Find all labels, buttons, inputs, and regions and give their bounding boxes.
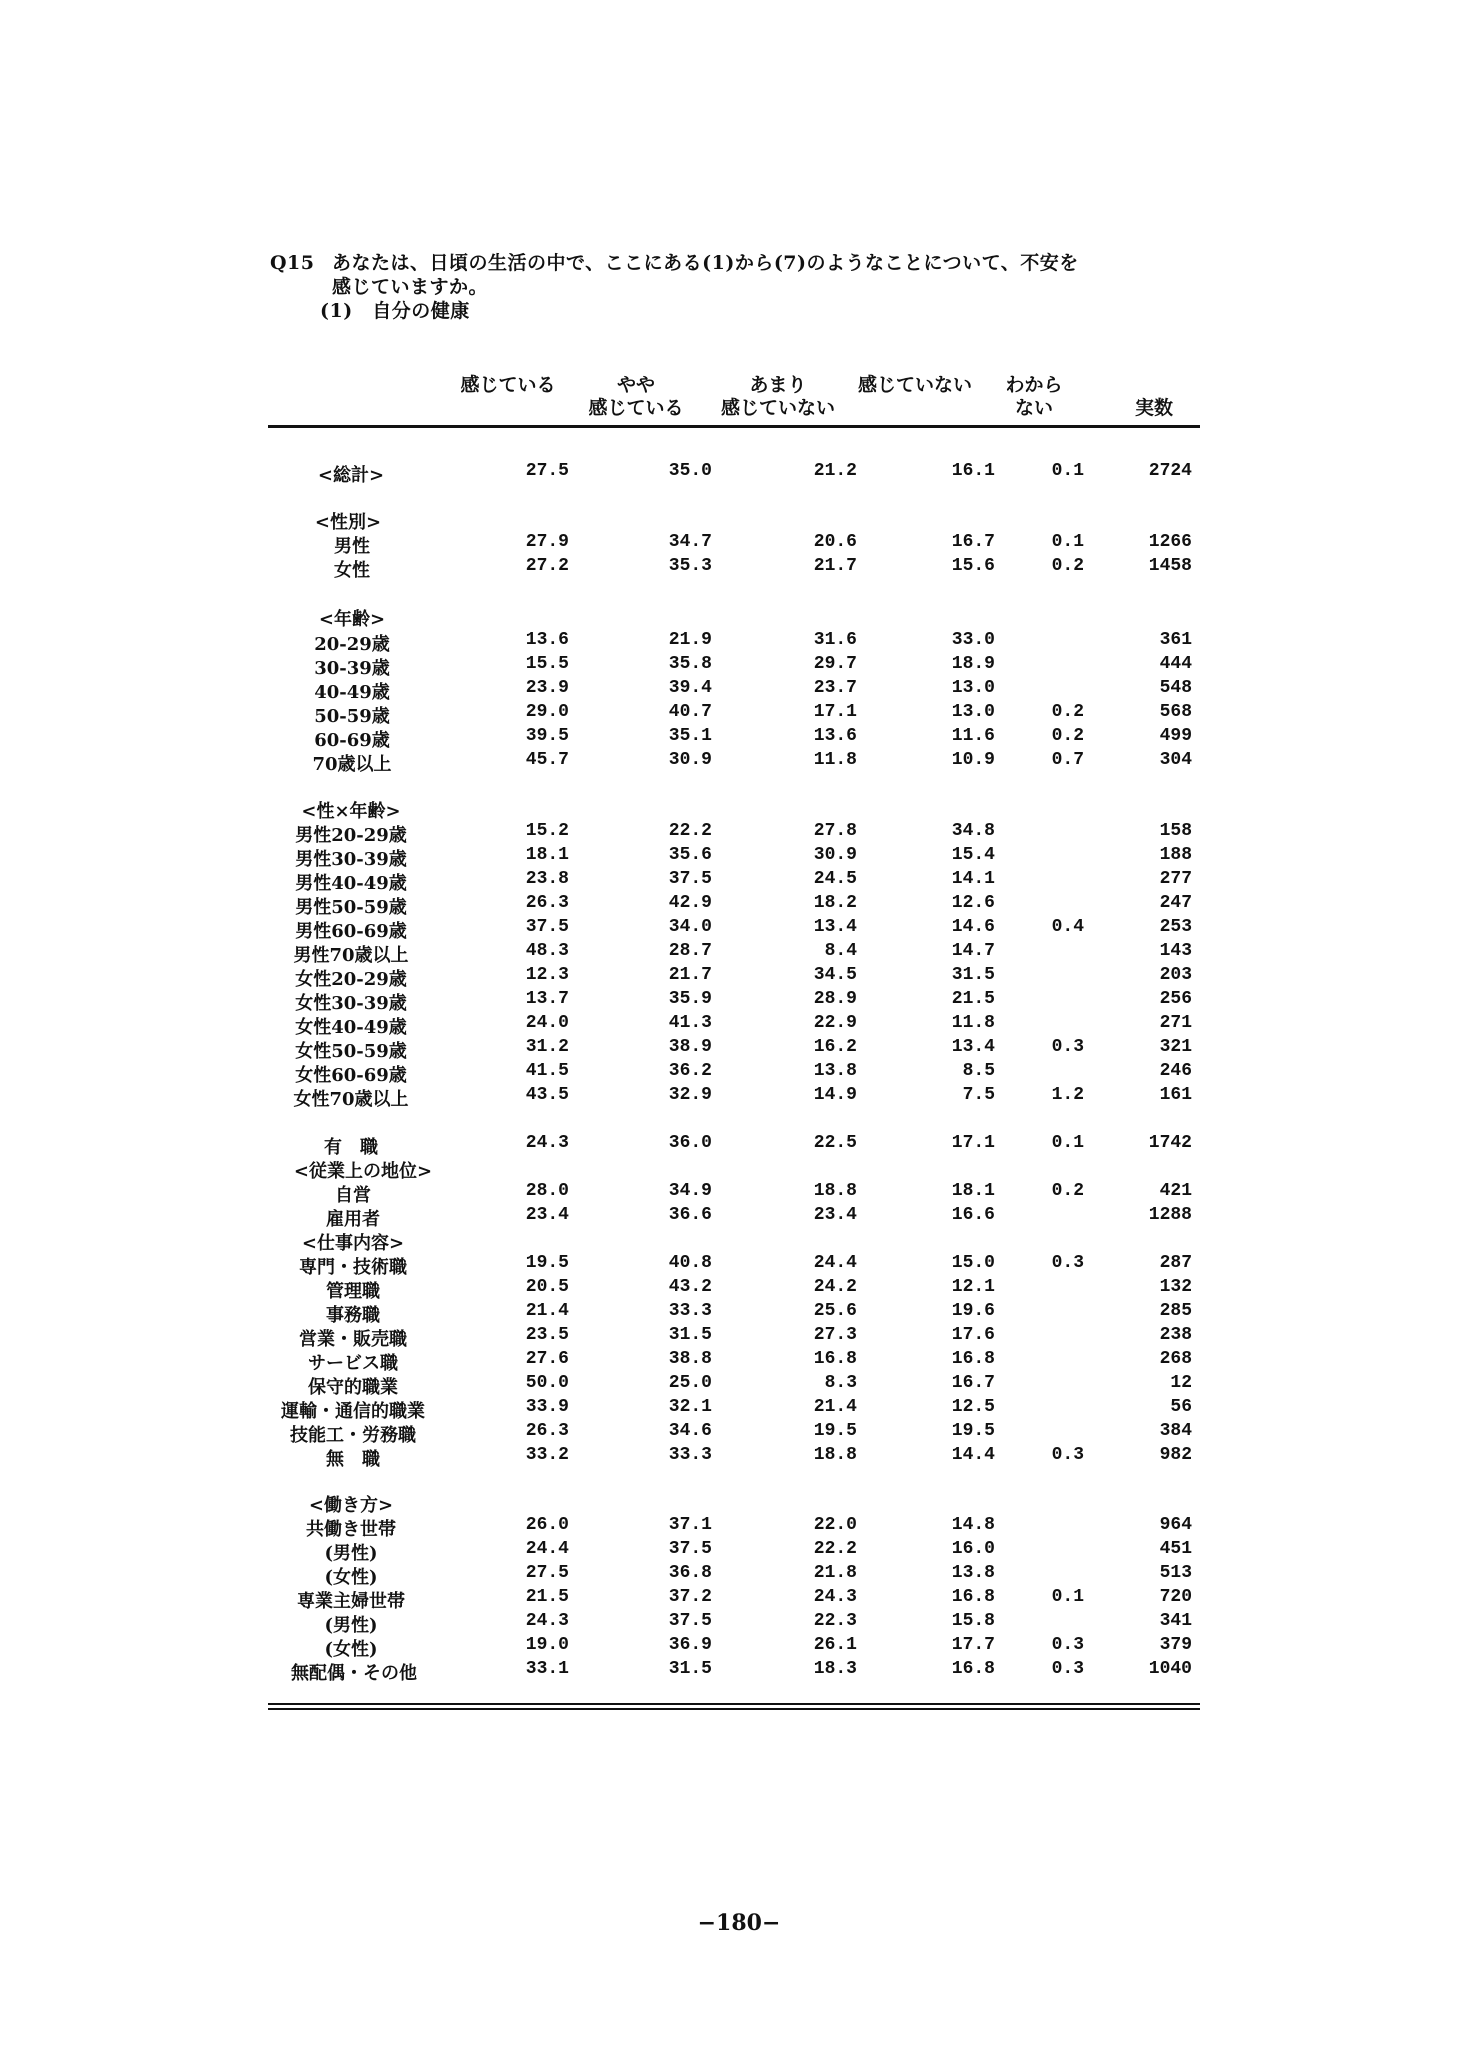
header-somewhat-a: やや: [616, 374, 656, 396]
cell-col1: 26.0: [525, 1515, 569, 1535]
cell-col4: 16.8: [951, 1349, 995, 1369]
cell-col3: 29.7: [813, 654, 857, 674]
row-label: (男性): [324, 1543, 378, 1564]
cell-col6: 548: [1159, 678, 1192, 698]
cell-col2: 42.9: [668, 893, 712, 913]
cell-col4: 34.8: [951, 821, 995, 841]
cell-col1: 21.5: [525, 1587, 569, 1607]
cell-col5: 0.1: [1051, 461, 1084, 481]
cell-col6: 238: [1159, 1325, 1192, 1345]
header-not-much-b: 感じていない: [720, 397, 836, 419]
cell-col3: 18.3: [813, 1659, 857, 1679]
cell-col6: 287: [1159, 1253, 1192, 1273]
header-not-much-a: あまり: [749, 374, 807, 396]
header-count: 実数: [1134, 397, 1174, 419]
cell-col6: 513: [1159, 1563, 1192, 1583]
cell-col3: 17.1: [813, 702, 857, 722]
cell-col6: 964: [1159, 1515, 1192, 1535]
cell-col1: 27.5: [525, 1563, 569, 1583]
cell-col2: 33.3: [668, 1445, 712, 1465]
cell-col2: 37.5: [668, 1611, 712, 1631]
cell-col4: 16.0: [951, 1539, 995, 1559]
row-label: (女性): [324, 1567, 378, 1588]
cell-col5: 0.4: [1051, 917, 1084, 937]
cell-col4: 13.8: [951, 1563, 995, 1583]
cell-col1: 26.3: [525, 1421, 569, 1441]
cell-col1: 20.5: [525, 1277, 569, 1297]
cell-col3: 26.1: [813, 1635, 857, 1655]
row-label: <働き方>: [308, 1495, 394, 1516]
cell-col2: 33.3: [668, 1301, 712, 1321]
cell-col4: 13.4: [951, 1037, 995, 1057]
row-label: 30-39歳: [314, 658, 390, 679]
row-label: 専門・技術職: [299, 1257, 407, 1278]
cell-col3: 27.8: [813, 821, 857, 841]
cell-col1: 24.3: [525, 1133, 569, 1153]
cell-col4: 17.1: [951, 1133, 995, 1153]
cell-col4: 7.5: [962, 1085, 995, 1105]
cell-col4: 18.9: [951, 654, 995, 674]
cell-col2: 21.7: [668, 965, 712, 985]
cell-col4: 16.6: [951, 1205, 995, 1225]
cell-col2: 34.9: [668, 1181, 712, 1201]
cell-col4: 19.5: [951, 1421, 995, 1441]
cell-col3: 28.9: [813, 989, 857, 1009]
cell-col6: 1742: [1148, 1133, 1192, 1153]
cell-col1: 48.3: [525, 941, 569, 961]
cell-col6: 1040: [1148, 1659, 1192, 1679]
cell-col5: 0.3: [1051, 1659, 1084, 1679]
row-label: 技能工・労務職: [290, 1425, 416, 1446]
row-label: 女性30-39歳: [295, 993, 407, 1014]
cell-col6: 1288: [1148, 1205, 1192, 1225]
cell-col4: 12.5: [951, 1397, 995, 1417]
cell-col6: 444: [1159, 654, 1192, 674]
row-label: 女性50-59歳: [295, 1041, 407, 1062]
header-rule: [268, 425, 1200, 428]
row-label: <年齢>: [318, 609, 386, 630]
cell-col3: 22.9: [813, 1013, 857, 1033]
cell-col6: 982: [1159, 1445, 1192, 1465]
cell-col4: 11.6: [951, 726, 995, 746]
cell-col6: 246: [1159, 1061, 1192, 1081]
cell-col6: 161: [1159, 1085, 1192, 1105]
cell-col6: 568: [1159, 702, 1192, 722]
cell-col4: 16.8: [951, 1587, 995, 1607]
row-label: 女性60-69歳: [295, 1065, 407, 1086]
row-label: 事務職: [326, 1305, 380, 1326]
cell-col3: 22.3: [813, 1611, 857, 1631]
cell-col6: 143: [1159, 941, 1192, 961]
cell-col6: 268: [1159, 1349, 1192, 1369]
cell-col5: 0.3: [1051, 1635, 1084, 1655]
cell-col4: 18.1: [951, 1181, 995, 1201]
cell-col6: 203: [1159, 965, 1192, 985]
row-label: 50-59歳: [314, 706, 390, 727]
cell-col6: 56: [1170, 1397, 1192, 1417]
cell-col2: 37.5: [668, 1539, 712, 1559]
cell-col4: 21.5: [951, 989, 995, 1009]
row-label: 男性40-49歳: [295, 873, 407, 894]
cell-col4: 10.9: [951, 750, 995, 770]
cell-col4: 17.7: [951, 1635, 995, 1655]
cell-col4: 15.8: [951, 1611, 995, 1631]
cell-col6: 304: [1159, 750, 1192, 770]
cell-col1: 33.1: [525, 1659, 569, 1679]
row-label: 男性50-59歳: [295, 897, 407, 918]
cell-col1: 43.5: [525, 1085, 569, 1105]
cell-col4: 11.8: [951, 1013, 995, 1033]
cell-col3: 13.8: [813, 1061, 857, 1081]
cell-col6: 271: [1159, 1013, 1192, 1033]
row-label: (女性): [324, 1639, 378, 1660]
cell-col3: 18.8: [813, 1445, 857, 1465]
cell-col2: 37.1: [668, 1515, 712, 1535]
cell-col6: 361: [1159, 630, 1192, 650]
cell-col1: 19.0: [525, 1635, 569, 1655]
row-label: 共働き世帯: [306, 1519, 396, 1540]
row-label: 女性: [334, 560, 370, 581]
cell-col2: 31.5: [668, 1325, 712, 1345]
cell-col5: 0.7: [1051, 750, 1084, 770]
cell-col2: 22.2: [668, 821, 712, 841]
page-number: −180−: [697, 1910, 781, 1936]
sub-question-label: 自分の健康: [372, 300, 470, 322]
cell-col2: 37.5: [668, 869, 712, 889]
cell-col6: 247: [1159, 893, 1192, 913]
row-label: 自営: [335, 1185, 371, 1206]
cell-col3: 24.4: [813, 1253, 857, 1273]
sub-question: [320, 299, 470, 323]
cell-col2: 35.9: [668, 989, 712, 1009]
cell-col5: 0.2: [1051, 1181, 1084, 1201]
cell-col6: 1266: [1148, 532, 1192, 552]
cell-col5: 0.2: [1051, 556, 1084, 576]
cell-col4: 16.7: [951, 1373, 995, 1393]
cell-col3: 8.3: [824, 1373, 857, 1393]
cell-col6: 451: [1159, 1539, 1192, 1559]
cell-col2: 32.9: [668, 1085, 712, 1105]
cell-col3: 13.6: [813, 726, 857, 746]
cell-col1: 45.7: [525, 750, 569, 770]
cell-col2: 32.1: [668, 1397, 712, 1417]
cell-col2: 43.2: [668, 1277, 712, 1297]
row-label: 女性40-49歳: [295, 1017, 407, 1038]
row-label: <性×年齢>: [301, 801, 401, 822]
row-label: 女性20-29歳: [295, 969, 407, 990]
cell-col4: 13.0: [951, 702, 995, 722]
cell-col4: 12.6: [951, 893, 995, 913]
cell-col2: 41.3: [668, 1013, 712, 1033]
cell-col6: 379: [1159, 1635, 1192, 1655]
header-feel: 感じている: [460, 374, 556, 396]
row-label: 営業・販売職: [299, 1329, 407, 1350]
cell-col5: 0.2: [1051, 702, 1084, 722]
row-label: 70歳以上: [312, 754, 392, 775]
cell-col6: 321: [1159, 1037, 1192, 1057]
cell-col6: 2724: [1148, 461, 1192, 481]
cell-col3: 8.4: [824, 941, 857, 961]
cell-col1: 39.5: [525, 726, 569, 746]
cell-col2: 34.6: [668, 1421, 712, 1441]
row-label: <仕事内容>: [301, 1233, 405, 1254]
cell-col5: 0.1: [1051, 1133, 1084, 1153]
row-label: 無 職: [326, 1449, 380, 1470]
cell-col3: 16.8: [813, 1349, 857, 1369]
cell-col5: 0.1: [1051, 1587, 1084, 1607]
cell-col6: 720: [1159, 1587, 1192, 1607]
sub-question-number: (1): [320, 300, 353, 322]
cell-col3: 22.0: [813, 1515, 857, 1535]
row-label: 運輸・通信的職業: [281, 1401, 425, 1422]
cell-col2: 36.2: [668, 1061, 712, 1081]
cell-col2: 35.3: [668, 556, 712, 576]
cell-col6: 188: [1159, 845, 1192, 865]
cell-col6: 499: [1159, 726, 1192, 746]
cell-col1: 13.7: [525, 989, 569, 1009]
cell-col2: 36.8: [668, 1563, 712, 1583]
cell-col2: 31.5: [668, 1659, 712, 1679]
cell-col4: 12.1: [951, 1277, 995, 1297]
cell-col4: 14.7: [951, 941, 995, 961]
cell-col1: 13.6: [525, 630, 569, 650]
row-label: 40-49歳: [314, 682, 390, 703]
cell-col1: 33.9: [525, 1397, 569, 1417]
row-label: 60-69歳: [314, 730, 390, 751]
cell-col2: 40.7: [668, 702, 712, 722]
cell-col6: 285: [1159, 1301, 1192, 1321]
cell-col2: 35.8: [668, 654, 712, 674]
cell-col2: 30.9: [668, 750, 712, 770]
cell-col6: 253: [1159, 917, 1192, 937]
cell-col2: 34.7: [668, 532, 712, 552]
cell-col3: 21.8: [813, 1563, 857, 1583]
cell-col3: 30.9: [813, 845, 857, 865]
cell-col5: 0.3: [1051, 1445, 1084, 1465]
cell-col4: 19.6: [951, 1301, 995, 1321]
cell-col1: 24.4: [525, 1539, 569, 1559]
cell-col1: 15.2: [525, 821, 569, 841]
row-label: 女性70歳以上: [293, 1089, 409, 1110]
cell-col3: 24.5: [813, 869, 857, 889]
cell-col2: 39.4: [668, 678, 712, 698]
cell-col1: 29.0: [525, 702, 569, 722]
cell-col2: 28.7: [668, 941, 712, 961]
cell-col3: 18.8: [813, 1181, 857, 1201]
row-label: <総計>: [317, 465, 385, 486]
row-label: <性別>: [314, 512, 382, 533]
cell-col5: 0.3: [1051, 1253, 1084, 1273]
cell-col1: 15.5: [525, 654, 569, 674]
cell-col3: 27.3: [813, 1325, 857, 1345]
question-number: Q15: [270, 252, 315, 274]
cell-col1: 12.3: [525, 965, 569, 985]
cell-col3: 13.4: [813, 917, 857, 937]
cell-col3: 21.2: [813, 461, 857, 481]
cell-col3: 21.7: [813, 556, 857, 576]
cell-col1: 50.0: [525, 1373, 569, 1393]
cell-col4: 16.7: [951, 532, 995, 552]
cell-col3: 22.2: [813, 1539, 857, 1559]
cell-col4: 31.5: [951, 965, 995, 985]
cell-col6: 256: [1159, 989, 1192, 1009]
cell-col3: 31.6: [813, 630, 857, 650]
cell-col5: 0.1: [1051, 532, 1084, 552]
cell-col6: 341: [1159, 1611, 1192, 1631]
row-label: 管理職: [326, 1281, 380, 1302]
cell-col4: 8.5: [962, 1061, 995, 1081]
cell-col2: 34.0: [668, 917, 712, 937]
row-label: 男性60-69歳: [295, 921, 407, 942]
cell-col4: 15.6: [951, 556, 995, 576]
cell-col4: 14.6: [951, 917, 995, 937]
cell-col2: 38.8: [668, 1349, 712, 1369]
row-label: 専業主婦世帯: [297, 1591, 405, 1612]
cell-col2: 36.9: [668, 1635, 712, 1655]
cell-col4: 14.4: [951, 1445, 995, 1465]
cell-col2: 35.0: [668, 461, 712, 481]
cell-col1: 33.2: [525, 1445, 569, 1465]
header-somewhat-b: 感じている: [588, 397, 684, 419]
cell-col6: 132: [1159, 1277, 1192, 1297]
cell-col1: 27.9: [525, 532, 569, 552]
cell-col1: 28.0: [525, 1181, 569, 1201]
cell-col1: 24.3: [525, 1611, 569, 1631]
cell-col3: 25.6: [813, 1301, 857, 1321]
cell-col2: 21.9: [668, 630, 712, 650]
question-text-line1: あなたは、日頃の生活の中で、ここにある(1)から(7)のようなことについて、不安を: [332, 252, 1079, 274]
row-label: 20-29歳: [314, 634, 390, 655]
cell-col2: 40.8: [668, 1253, 712, 1273]
header-dont-know-a: わから: [1005, 374, 1063, 396]
cell-col5: 0.2: [1051, 726, 1084, 746]
cell-col1: 23.5: [525, 1325, 569, 1345]
cell-col6: 12: [1170, 1373, 1192, 1393]
cell-col3: 11.8: [813, 750, 857, 770]
cell-col6: 158: [1159, 821, 1192, 841]
cell-col6: 421: [1159, 1181, 1192, 1201]
header-not-feel: 感じていない: [857, 374, 973, 396]
cell-col4: 16.1: [951, 461, 995, 481]
row-label: 無配偶・その他: [291, 1663, 417, 1684]
header-dont-know-b: ない: [1014, 397, 1054, 419]
row-label: 男性70歳以上: [293, 945, 409, 966]
cell-col1: 21.4: [525, 1301, 569, 1321]
row-label: 男性: [334, 536, 370, 557]
cell-col1: 31.2: [525, 1037, 569, 1057]
cell-col4: 33.0: [951, 630, 995, 650]
cell-col2: 36.6: [668, 1205, 712, 1225]
cell-col4: 16.8: [951, 1659, 995, 1679]
cell-col1: 37.5: [525, 917, 569, 937]
cell-col3: 23.7: [813, 678, 857, 698]
cell-col3: 23.4: [813, 1205, 857, 1225]
cell-col3: 18.2: [813, 893, 857, 913]
cell-col6: 277: [1159, 869, 1192, 889]
cell-col5: 0.3: [1051, 1037, 1084, 1057]
cell-col1: 27.2: [525, 556, 569, 576]
cell-col1: 23.8: [525, 869, 569, 889]
cell-col1: 23.9: [525, 678, 569, 698]
row-label: 男性20-29歳: [295, 825, 407, 846]
cell-col3: 24.2: [813, 1277, 857, 1297]
cell-col1: 24.0: [525, 1013, 569, 1033]
cell-col3: 24.3: [813, 1587, 857, 1607]
question-text-line2: 感じていますか。: [332, 276, 489, 298]
cell-col5: 1.2: [1051, 1085, 1084, 1105]
cell-col6: 1458: [1148, 556, 1192, 576]
cell-col3: 21.4: [813, 1397, 857, 1417]
cell-col4: 14.8: [951, 1515, 995, 1535]
row-label: 有 職: [324, 1137, 378, 1158]
row-label: 男性30-39歳: [295, 849, 407, 870]
cell-col2: 36.0: [668, 1133, 712, 1153]
row-label: 保守的職業: [308, 1377, 398, 1398]
cell-col4: 14.1: [951, 869, 995, 889]
cell-col3: 22.5: [813, 1133, 857, 1153]
cell-col1: 27.5: [525, 461, 569, 481]
cell-col2: 25.0: [668, 1373, 712, 1393]
row-label: サービス職: [308, 1353, 398, 1374]
cell-col2: 35.1: [668, 726, 712, 746]
row-label: <従業上の地位>: [293, 1161, 433, 1182]
cell-col3: 20.6: [813, 532, 857, 552]
cell-col4: 15.4: [951, 845, 995, 865]
row-label: (男性): [324, 1615, 378, 1636]
bottom-rule-double: [268, 1708, 1200, 1710]
cell-col3: 14.9: [813, 1085, 857, 1105]
cell-col6: 384: [1159, 1421, 1192, 1441]
row-label: 雇用者: [326, 1209, 380, 1230]
cell-col3: 19.5: [813, 1421, 857, 1441]
cell-col2: 38.9: [668, 1037, 712, 1057]
cell-col4: 13.0: [951, 678, 995, 698]
cell-col1: 19.5: [525, 1253, 569, 1273]
cell-col1: 27.6: [525, 1349, 569, 1369]
cell-col4: 15.0: [951, 1253, 995, 1273]
bottom-rule: [268, 1703, 1200, 1705]
cell-col1: 26.3: [525, 893, 569, 913]
cell-col2: 37.2: [668, 1587, 712, 1607]
cell-col3: 34.5: [813, 965, 857, 985]
cell-col1: 23.4: [525, 1205, 569, 1225]
cell-col4: 17.6: [951, 1325, 995, 1345]
cell-col1: 41.5: [525, 1061, 569, 1081]
cell-col3: 16.2: [813, 1037, 857, 1057]
cell-col2: 35.6: [668, 845, 712, 865]
cell-col1: 18.1: [525, 845, 569, 865]
